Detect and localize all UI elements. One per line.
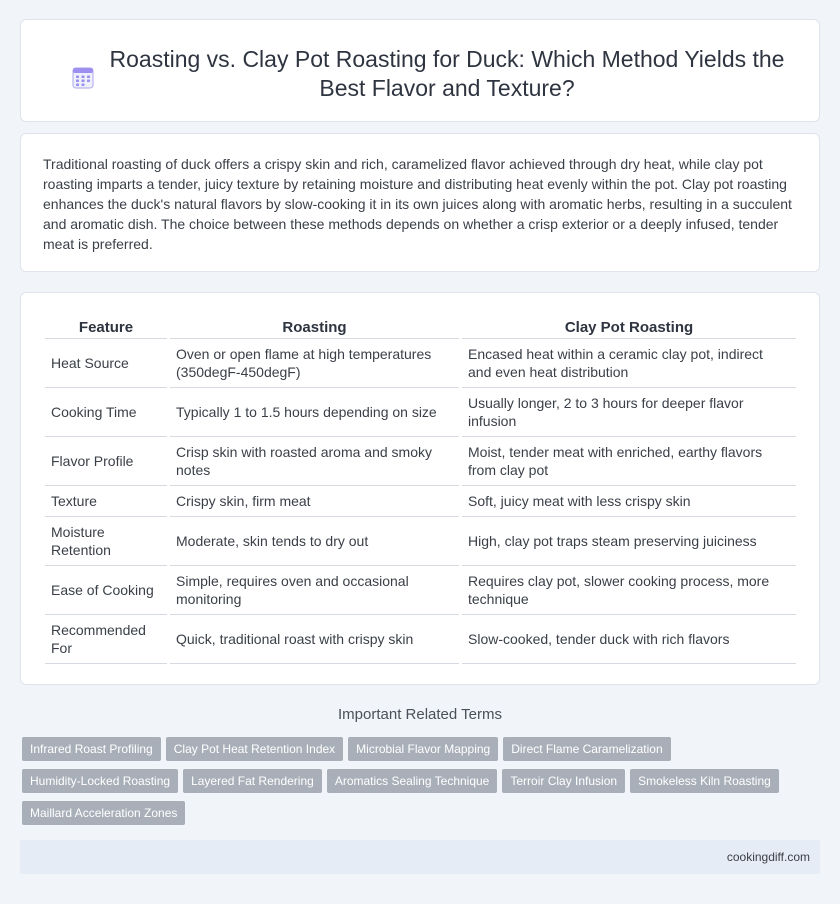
table-cell: Crisp skin with roasted aroma and smoky notes <box>170 437 459 486</box>
table-cell: Moisture Retention <box>45 517 167 566</box>
table-cell: High, clay pot traps steam preserving juiciness <box>462 517 796 566</box>
related-term-tag[interactable]: Terroir Clay Infusion <box>502 769 625 793</box>
table-cell: Slow-cooked, tender duck with rich flavors <box>462 615 796 664</box>
table-cell: Typically 1 to 1.5 hours depending on size <box>170 388 459 437</box>
table-header-row <box>45 313 796 339</box>
table-row <box>45 517 796 566</box>
header-roasting: Roasting <box>170 313 459 339</box>
intro-card <box>20 133 820 272</box>
table-cell: Crispy skin, firm meat <box>170 486 459 517</box>
related-term-tag[interactable]: Layered Fat Rendering <box>183 769 322 793</box>
table-row <box>45 388 796 437</box>
comparison-card <box>20 292 820 685</box>
footer-site-link[interactable]: cookingdiff.com <box>726 850 810 864</box>
table-cell: Oven or open flame at high temperatures (350degF-450degF) <box>170 339 459 388</box>
table-row <box>45 566 796 615</box>
intro-paragraph: Traditional roasting of duck offers a crispy skin and rich, caramelized flavor achieved through dry heat, while clay pot roasting imparts a tender, juicy texture by retaining moisture and distributing heat evenly within the pot. Clay pot roasting enhances the duck's natural flavors by slow-cooking it in its own juices along with aromatic herbs, resulting in a succulent and aromatic dish. The choice between these methods depends on whether a crisp exterior or a deeply infused, tender meat is preferred. <box>43 156 792 252</box>
related-term-tag[interactable]: Clay Pot Heat Retention Index <box>166 737 343 761</box>
related-term-tag[interactable]: Maillard Acceleration Zones <box>22 801 185 825</box>
footer-bar <box>20 840 820 874</box>
title-card <box>20 19 820 122</box>
table-cell: Encased heat within a ceramic clay pot, indirect and even heat distribution <box>462 339 796 388</box>
header-clay-pot-roasting: Clay Pot Roasting <box>462 313 796 339</box>
table-cell: Moist, tender meat with enriched, earthy flavors from clay pot <box>462 437 796 486</box>
table-cell: Texture <box>45 486 167 517</box>
table-cell: Requires clay pot, slower cooking process, more technique <box>462 566 796 615</box>
table-cell: Ease of Cooking <box>45 566 167 615</box>
table-cell: Heat Source <box>45 339 167 388</box>
table-row <box>45 615 796 664</box>
comparison-table <box>42 313 799 664</box>
related-term-tag[interactable]: Aromatics Sealing Technique <box>327 769 498 793</box>
table-cell: Cooking Time <box>45 388 167 437</box>
related-term-tag[interactable]: Smokeless Kiln Roasting <box>630 769 779 793</box>
table-cell: Quick, traditional roast with crispy skin <box>170 615 459 664</box>
related-term-tag[interactable]: Humidity-Locked Roasting <box>22 769 178 793</box>
table-cell: Simple, requires oven and occasional monitoring <box>170 566 459 615</box>
table-cell: Usually longer, 2 to 3 hours for deeper flavor infusion <box>462 388 796 437</box>
related-terms-heading: Important Related Terms <box>338 706 502 723</box>
page-title: Roasting vs. Clay Pot Roasting for Duck: Which Method Yields the Best Flavor and Texture? <box>109 46 785 101</box>
related-term-tag[interactable]: Infrared Roast Profiling <box>22 737 161 761</box>
related-term-tag[interactable]: Microbial Flavor Mapping <box>348 737 498 761</box>
table-cell: Flavor Profile <box>45 437 167 486</box>
related-term-tag[interactable]: Direct Flame Caramelization <box>503 737 670 761</box>
table-row <box>45 486 796 517</box>
header-feature: Feature <box>45 313 167 339</box>
table-row <box>45 437 796 486</box>
table-row <box>45 339 796 388</box>
table-cell: Soft, juicy meat with less crispy skin <box>462 486 796 517</box>
table-cell: Recommended For <box>45 615 167 664</box>
table-cell: Moderate, skin tends to dry out <box>170 517 459 566</box>
related-terms-list <box>22 737 812 825</box>
